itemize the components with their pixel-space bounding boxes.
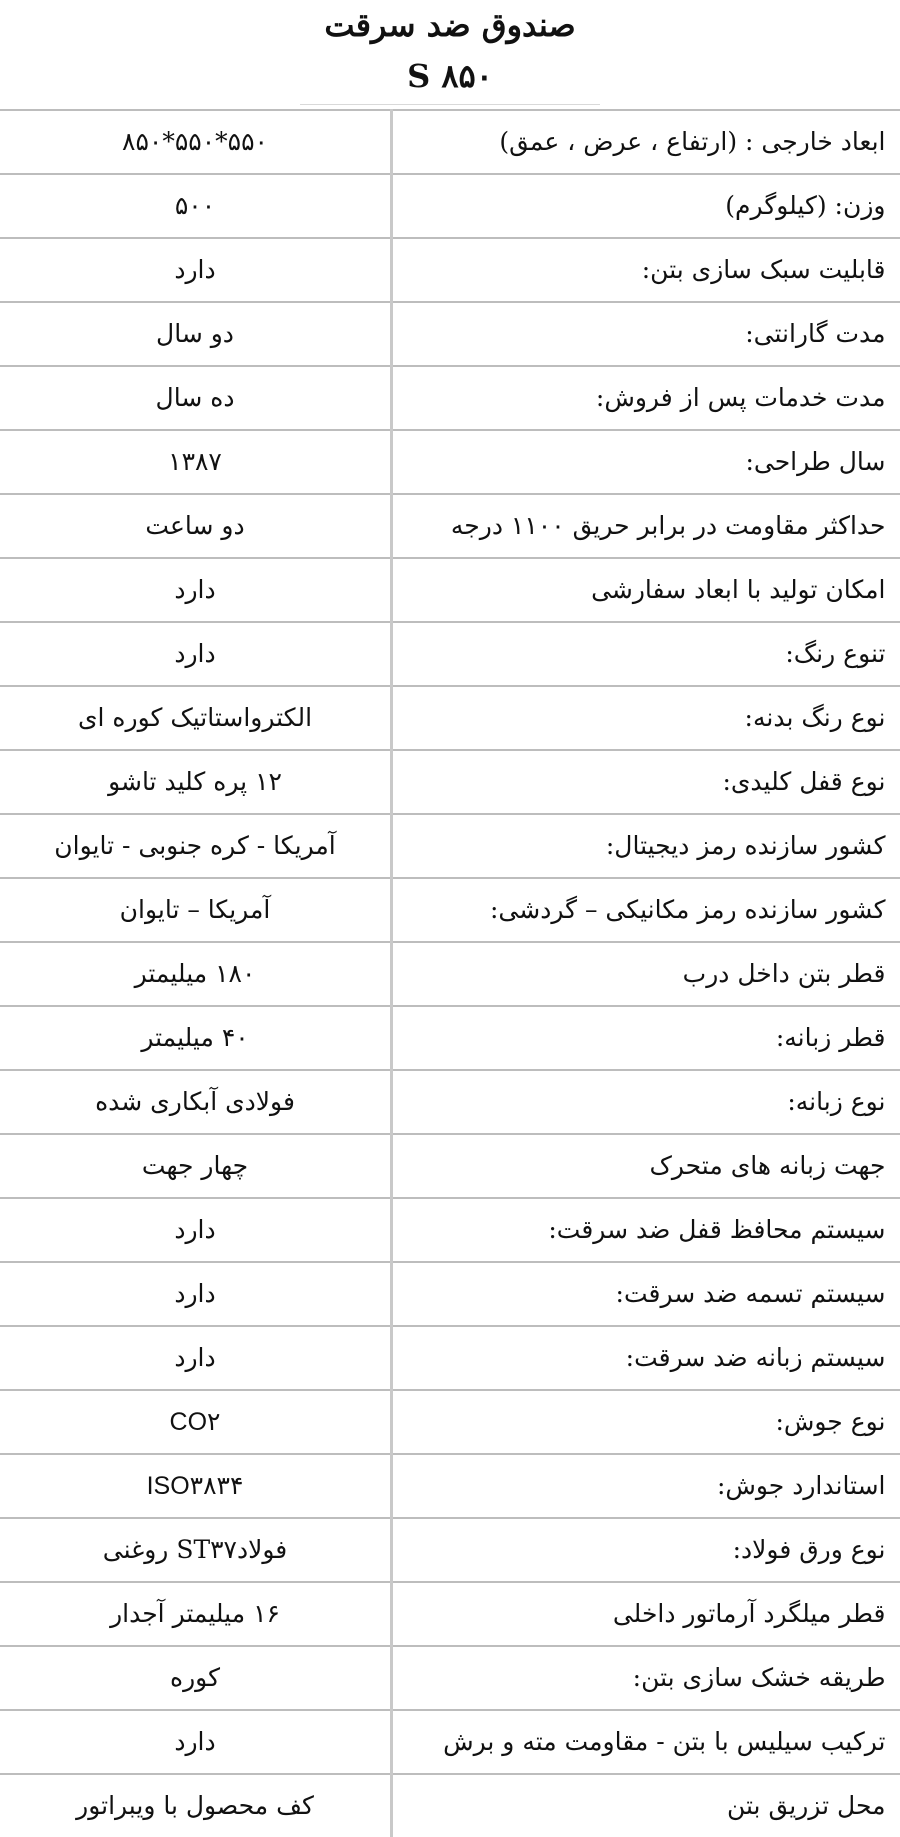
spec-label: نوع جوش: bbox=[392, 1390, 900, 1454]
spec-value: دارد bbox=[0, 622, 392, 686]
spec-row bbox=[0, 174, 900, 238]
spec-row bbox=[0, 750, 900, 814]
spec-value: دارد bbox=[0, 238, 392, 302]
spec-value: فولادST۳۷ روغنی bbox=[0, 1518, 392, 1582]
spec-value: آمریکا - کره جنوبی - تایوان bbox=[0, 814, 392, 878]
spec-label: وزن: (کیلوگرم) bbox=[392, 174, 900, 238]
spec-label: حداکثر مقاومت در برابر حریق ۱۱۰۰ درجه bbox=[392, 494, 900, 558]
spec-value: دارد bbox=[0, 1262, 392, 1326]
spec-label: قطر بتن داخل درب bbox=[392, 942, 900, 1006]
spec-row bbox=[0, 494, 900, 558]
spec-label: جهت زبانه های متحرک bbox=[392, 1134, 900, 1198]
spec-row bbox=[0, 1326, 900, 1390]
spec-row bbox=[0, 1582, 900, 1646]
spec-row bbox=[0, 1774, 900, 1837]
spec-row bbox=[0, 430, 900, 494]
spec-label: قطر میلگرد آرماتور داخلی bbox=[392, 1582, 900, 1646]
spec-value: ۱۳۸۷ bbox=[0, 430, 392, 494]
spec-value: آمریکا – تایوان bbox=[0, 878, 392, 942]
spec-value: ۱۲ پره کلید تاشو bbox=[0, 750, 392, 814]
spec-label: قابلیت سبک سازی بتن: bbox=[392, 238, 900, 302]
spec-value: دو سال bbox=[0, 302, 392, 366]
spec-label: سیستم محافظ قفل ضد سرقت: bbox=[392, 1198, 900, 1262]
spec-row bbox=[0, 1198, 900, 1262]
page-title: صندوق ضد سرقت bbox=[0, 4, 900, 46]
spec-row bbox=[0, 942, 900, 1006]
spec-row bbox=[0, 1710, 900, 1774]
spec-value: کف محصول با ویبراتور bbox=[0, 1774, 392, 1837]
spec-row bbox=[0, 1134, 900, 1198]
spec-row bbox=[0, 1006, 900, 1070]
spec-value: ۴۰ میلیمتر bbox=[0, 1006, 392, 1070]
spec-value: ۵۵۰*۵۵۰*۸۵۰ bbox=[0, 110, 392, 174]
spec-label: کشور سازنده رمز دیجیتال: bbox=[392, 814, 900, 878]
spec-label: نوع قفل کلیدی: bbox=[392, 750, 900, 814]
spec-row bbox=[0, 1262, 900, 1326]
spec-label: نوع زبانه: bbox=[392, 1070, 900, 1134]
spec-label: سیستم زبانه ضد سرقت: bbox=[392, 1326, 900, 1390]
spec-label: ابعاد خارجی : (ارتفاع ، عرض ، عمق) bbox=[392, 110, 900, 174]
spec-value: ۱۶ میلیمتر آجدار bbox=[0, 1582, 392, 1646]
spec-row bbox=[0, 366, 900, 430]
spec-label: محل تزریق بتن bbox=[392, 1774, 900, 1837]
spec-value: کوره bbox=[0, 1646, 392, 1710]
model-number: S ۸۵۰ bbox=[0, 54, 900, 98]
spec-value: دارد bbox=[0, 558, 392, 622]
spec-row bbox=[0, 1454, 900, 1518]
spec-row bbox=[0, 302, 900, 366]
spec-value: CO۲ bbox=[0, 1390, 392, 1454]
spec-value: دارد bbox=[0, 1710, 392, 1774]
spec-value: دارد bbox=[0, 1198, 392, 1262]
spec-value: فولادی آبکاری شده bbox=[0, 1070, 392, 1134]
spec-row bbox=[0, 622, 900, 686]
spec-label: ترکیب سیلیس با بتن - مقاومت مته و برش bbox=[392, 1710, 900, 1774]
spec-label: کشور سازنده رمز مکانیکی – گردشی: bbox=[392, 878, 900, 942]
spec-value: دارد bbox=[0, 1326, 392, 1390]
spec-row bbox=[0, 878, 900, 942]
spec-label: امکان تولید با ابعاد سفارشی bbox=[392, 558, 900, 622]
spec-row bbox=[0, 558, 900, 622]
spec-row bbox=[0, 686, 900, 750]
spec-label: تنوع رنگ: bbox=[392, 622, 900, 686]
spec-row bbox=[0, 1070, 900, 1134]
spec-row bbox=[0, 1518, 900, 1582]
spec-table-body bbox=[0, 110, 900, 1837]
spec-label: مدت گارانتی: bbox=[392, 302, 900, 366]
spec-value: ۱۸۰ میلیمتر bbox=[0, 942, 392, 1006]
spec-label: استاندارد جوش: bbox=[392, 1454, 900, 1518]
spec-value: چهار جهت bbox=[0, 1134, 392, 1198]
spec-row bbox=[0, 1646, 900, 1710]
spec-row bbox=[0, 238, 900, 302]
document-header bbox=[0, 0, 900, 109]
spec-value: دو ساعت bbox=[0, 494, 392, 558]
spec-label: قطر زبانه: bbox=[392, 1006, 900, 1070]
spec-row bbox=[0, 110, 900, 174]
spec-label: مدت خدمات پس از فروش: bbox=[392, 366, 900, 430]
spec-row bbox=[0, 1390, 900, 1454]
spec-row bbox=[0, 814, 900, 878]
spec-label: طریقه خشک سازی بتن: bbox=[392, 1646, 900, 1710]
header-divider bbox=[300, 104, 600, 105]
spec-value: ده سال bbox=[0, 366, 392, 430]
spec-label: نوع رنگ بدنه: bbox=[392, 686, 900, 750]
spec-label: سال طراحی: bbox=[392, 430, 900, 494]
spec-value: الکترواستاتیک کوره ای bbox=[0, 686, 392, 750]
spec-label: نوع ورق فولاد: bbox=[392, 1518, 900, 1582]
spec-value: ISO۳۸۳۴ bbox=[0, 1454, 392, 1518]
spec-table bbox=[0, 109, 900, 1837]
spec-label: سیستم تسمه ضد سرقت: bbox=[392, 1262, 900, 1326]
spec-value: ۵۰۰ bbox=[0, 174, 392, 238]
